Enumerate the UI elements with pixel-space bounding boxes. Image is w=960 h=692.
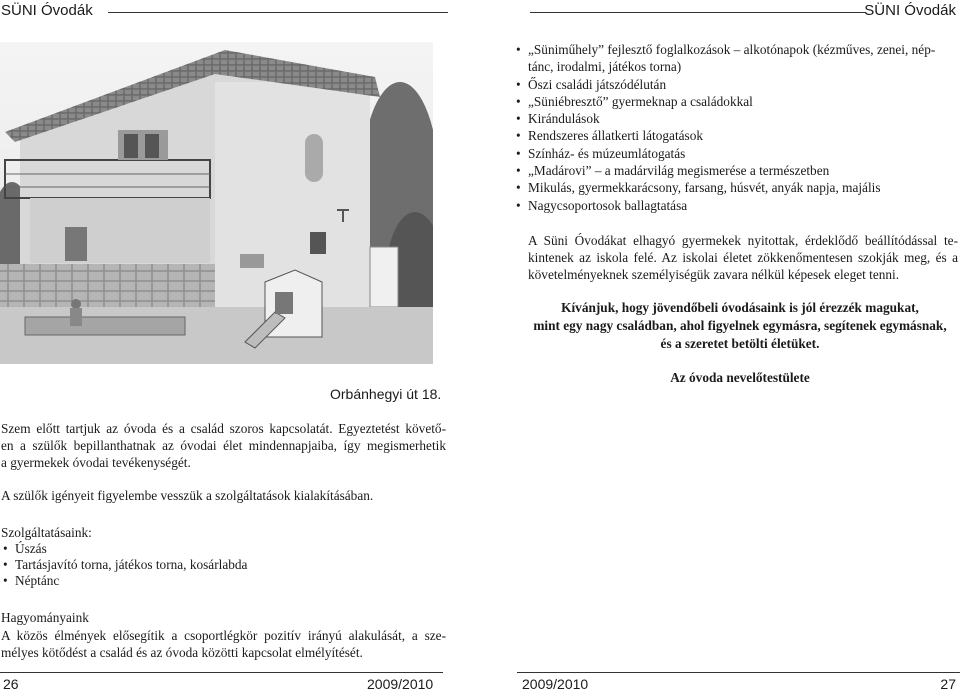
activity-item-continued [516, 58, 960, 75]
paragraph-line: en a szülők bepillanthatnak az óvodai élet mindennapjaiba, így megismerhetik [1, 438, 446, 453]
activity-item: • Őszi családi játszódélután [516, 76, 960, 93]
wish-line: Kívánjuk, hogy jövendőbeli óvodásaink is jól érezzék magukat, [561, 300, 919, 315]
footer-rule-left [0, 672, 443, 673]
activities-list [516, 41, 960, 214]
services-heading: Szolgáltatásaink: [1, 525, 92, 540]
footer-year-left: 2009/2010 [367, 676, 434, 692]
footer-rule-right [517, 672, 960, 673]
page-number-left: 26 [3, 676, 19, 692]
wish-line: mint egy nagy családban, ahol figyelnek egymásra, segítenek egymásnak, [533, 318, 947, 333]
paragraph-line: követelményeknek személyiségük zavara nélkül képesek eleget tenni. [528, 267, 900, 282]
header-right-title: SÜNI Óvodák [864, 2, 956, 19]
service-item: • Úszás [3, 541, 247, 557]
wish-statement [520, 299, 960, 353]
traditions-paragraph [1, 627, 446, 661]
activity-item: • Rendszeres állatkerti látogatások [516, 127, 960, 144]
activity-item: • Nagycsoportosok ballagtatása [516, 197, 960, 214]
services-list [3, 541, 247, 589]
activity-item: • Mikulás, gyermekkarácsony, farsang, húsvét, anyák napja, majális [516, 179, 960, 196]
paragraph-line: kintenek az iskola felé. Az iskolai életet zökkenőmentesen szokják meg, és a [528, 250, 958, 265]
traditions-heading: Hagyományaink [1, 610, 89, 625]
paragraph-line: A Süni Óvodákat elhagyó gyermekek nyitottak, érdeklődő beállítódással te- [528, 233, 958, 248]
paragraph-line: Szem előtt tartjuk az óvoda és a család szoros kapcsolatát. Egyeztetést követő- [1, 421, 446, 436]
paragraph-line: a gyermekek óvodai tevékenységét. [1, 455, 191, 470]
parent-needs-paragraph: A szülők igényeit figyelembe vesszük a szolgáltatások kialakításában. [1, 488, 374, 503]
signature: Az óvoda nevelőtestülete [670, 370, 810, 385]
service-item: • Tartásjavító torna, játékos torna, kosárlabda [3, 557, 247, 573]
kindergarten-building-photo [0, 42, 433, 364]
header-rule-left [108, 12, 448, 13]
paragraph-line: A közös élmények elősegítik a csoportlégkör pozitív irányú alakulását, a sze- [1, 628, 446, 643]
school-readiness-paragraph [528, 232, 958, 283]
activity-item: • Színház- és múzeumlátogatás [516, 145, 960, 162]
service-item: • Néptánc [3, 573, 247, 589]
activity-item: • „Süniébresztő” gyermeknap a családokkal [516, 93, 960, 110]
activity-item: • „Süniműhely” fejlesztő foglalkozások – alkotónapok (kézműves, zenei, nép- [516, 41, 960, 58]
footer-year-right: 2009/2010 [522, 676, 589, 692]
wish-line: és a szeretet betölti életüket. [660, 336, 820, 351]
activity-item: • „Madárovi” – a madárvilág megismerése a természetben [516, 162, 960, 179]
page-number-right: 27 [940, 676, 956, 692]
family-connection-paragraph [1, 420, 446, 471]
activity-continuation-text: tánc, irodalmi, játékos torna) [528, 59, 682, 75]
header-rule-right [530, 12, 866, 13]
paragraph-line: mélyes kötődést a család és az óvoda közötti kapcsolat elmélyítését. [1, 645, 363, 660]
photo-caption: Orbánhegyi út 18. [330, 386, 442, 402]
activity-item: • Kirándulások [516, 110, 960, 127]
header-left-title: SÜNI Óvodák [1, 2, 93, 19]
